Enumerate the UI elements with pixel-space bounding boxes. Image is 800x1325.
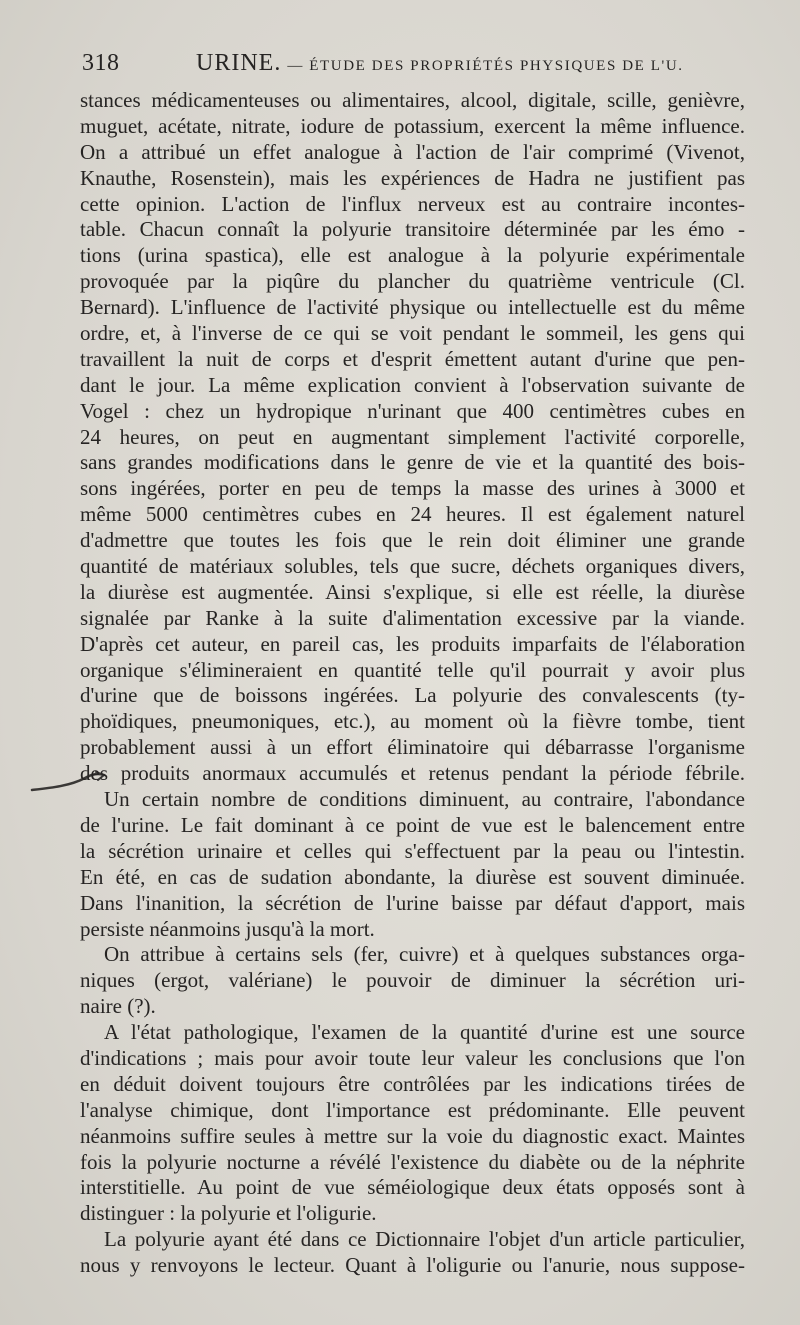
running-head	[196, 50, 684, 77]
text-line: On a attribué un effet analogue à l'action de l'air comprimé (Vivenot,	[80, 139, 745, 164]
text-line: en déduit doivent toujours être contrôlées par les indications tirées de	[80, 1071, 745, 1096]
text-line: organique s'élimineraient en quantité telle qu'il pourrait y avoir plus	[80, 657, 745, 682]
text-line: provoquée par la piqûre du plancher du quatrième ventricule (Cl.	[80, 269, 745, 294]
text-line: stances médicamenteuses ou alimentaires, alcool, digitale, scille, genièvre,	[80, 88, 745, 112]
text-line: ordre, et, à l'inverse de ce qui se voit pendant le sommeil, les gens qui	[80, 321, 745, 346]
text-line: travaillent la nuit de corps et d'esprit émettent autant d'urine que pen-	[80, 346, 745, 371]
text-line: La polyurie ayant été dans ce Dictionnaire l'objet d'un article particulier,	[104, 1227, 745, 1252]
text-line: Knauthe, Rosenstein), mais les expériences de Hadra ne justifient pas	[80, 165, 745, 190]
text-line: l'analyse chimique, dont l'importance est prédominante. Elle peuvent	[80, 1097, 745, 1122]
text-line: probablement aussi à un effort éliminatoire qui débarrasse l'organisme	[80, 735, 745, 760]
text-line: niques (ergot, valériane) le pouvoir de diminuer la sécrétion uri-	[80, 968, 745, 993]
text-line: d'urine que de boissons ingérées. La polyurie des convalescents (ty-	[80, 683, 745, 708]
text-line: naire (?).	[80, 994, 156, 1019]
text-line: interstitielle. Au point de vue séméiologique deux états opposés sont à	[80, 1175, 745, 1200]
text-line: muguet, acétate, nitrate, iodure de potassium, exercent la même influence.	[80, 113, 745, 138]
text-line: Vogel : chez un hydropique n'urinant que 400 centimètres cubes en	[80, 398, 745, 423]
text-line: même 5000 centimètres cubes en 24 heures. Il est également naturel	[80, 502, 745, 527]
text-line: table. Chacun connaît la polyurie transitoire déterminée par les émo -	[80, 217, 745, 242]
text-line: nous y renvoyons le lecteur. Quant à l'oligurie ou l'anurie, nous suppose-	[80, 1253, 745, 1278]
text-line: cette opinion. L'action de l'influx nerveux est au contraire incontes-	[80, 191, 745, 216]
text-line: des produits anormaux accumulés et retenus pendant la période fébrile.	[80, 761, 745, 786]
text-line: fois la polyurie nocturne a révélé l'existence du diabète ou de la néphrite	[80, 1149, 745, 1174]
text-line: On attribue à certains sels (fer, cuivre) et à quelques substances orga-	[104, 942, 745, 967]
text-line: d'admettre que toutes les fois que le rein doit éliminer une grande	[80, 528, 745, 553]
text-line: signalée par Ranke à la suite d'alimentation excessive par la viande.	[80, 605, 745, 630]
running-head-subtitle: — ÉTUDE DES PROPRIÉTÉS PHYSIQUES DE L'U.	[287, 58, 684, 74]
text-line: phoïdiques, pneumoniques, etc.), au moment où la fièvre tombe, tient	[80, 709, 745, 734]
text-line: quantité de matériaux solubles, tels que sucre, déchets organiques divers,	[80, 554, 745, 579]
text-line: Un certain nombre de conditions diminuent, au contraire, l'abondance	[104, 787, 745, 812]
text-line: sons ingérées, porter en peu de temps la masse des urines à 3000 et	[80, 476, 745, 501]
text-line: 24 heures, on peut en augmentant simplement l'activité corporelle,	[80, 424, 745, 449]
page-number: 318	[82, 50, 120, 76]
text-line: de l'urine. Le fait dominant à ce point de vue est le balencement entre	[80, 812, 745, 837]
text-line: d'indications ; mais pour avoir toute leur valeur les conclusions que l'on	[80, 1045, 745, 1070]
text-line: Dans l'inanition, la sécrétion de l'urine baisse par défaut d'apport, mais	[80, 890, 745, 915]
text-line: persiste néanmoins jusqu'à la mort.	[80, 916, 375, 941]
text-line: la sécrétion urinaire et celles qui s'effectuent par la peau ou l'intestin.	[80, 838, 745, 863]
body-text	[80, 88, 745, 1279]
text-line: la diurèse est augmentée. Ainsi s'explique, si elle est réelle, la diurèse	[80, 579, 745, 604]
text-line: En été, en cas de sudation abondante, la diurèse est souvent diminuée.	[80, 864, 745, 889]
text-line: Bernard). L'influence de l'activité physique ou intellectuelle est du même	[80, 295, 745, 320]
running-head-title: URINE.	[196, 50, 282, 76]
text-line: D'après cet auteur, en pareil cas, les produits imparfaits de l'élaboration	[80, 631, 745, 656]
page-header	[82, 50, 762, 84]
text-line: distinguer : la polyurie et l'oligurie.	[80, 1201, 377, 1226]
text-line: dant le jour. La même explication convient à l'observation suivante de	[80, 372, 745, 397]
text-line: néanmoins suffire seules à mettre sur la voie du diagnostic exact. Maintes	[80, 1123, 745, 1148]
text-line: tions (urina spastica), elle est analogue à la polyurie expérimentale	[80, 243, 745, 268]
text-line: A l'état pathologique, l'examen de la quantité d'urine est une source	[104, 1020, 745, 1045]
text-line: sans grandes modifications dans le genre de vie et la quantité des bois-	[80, 450, 745, 475]
